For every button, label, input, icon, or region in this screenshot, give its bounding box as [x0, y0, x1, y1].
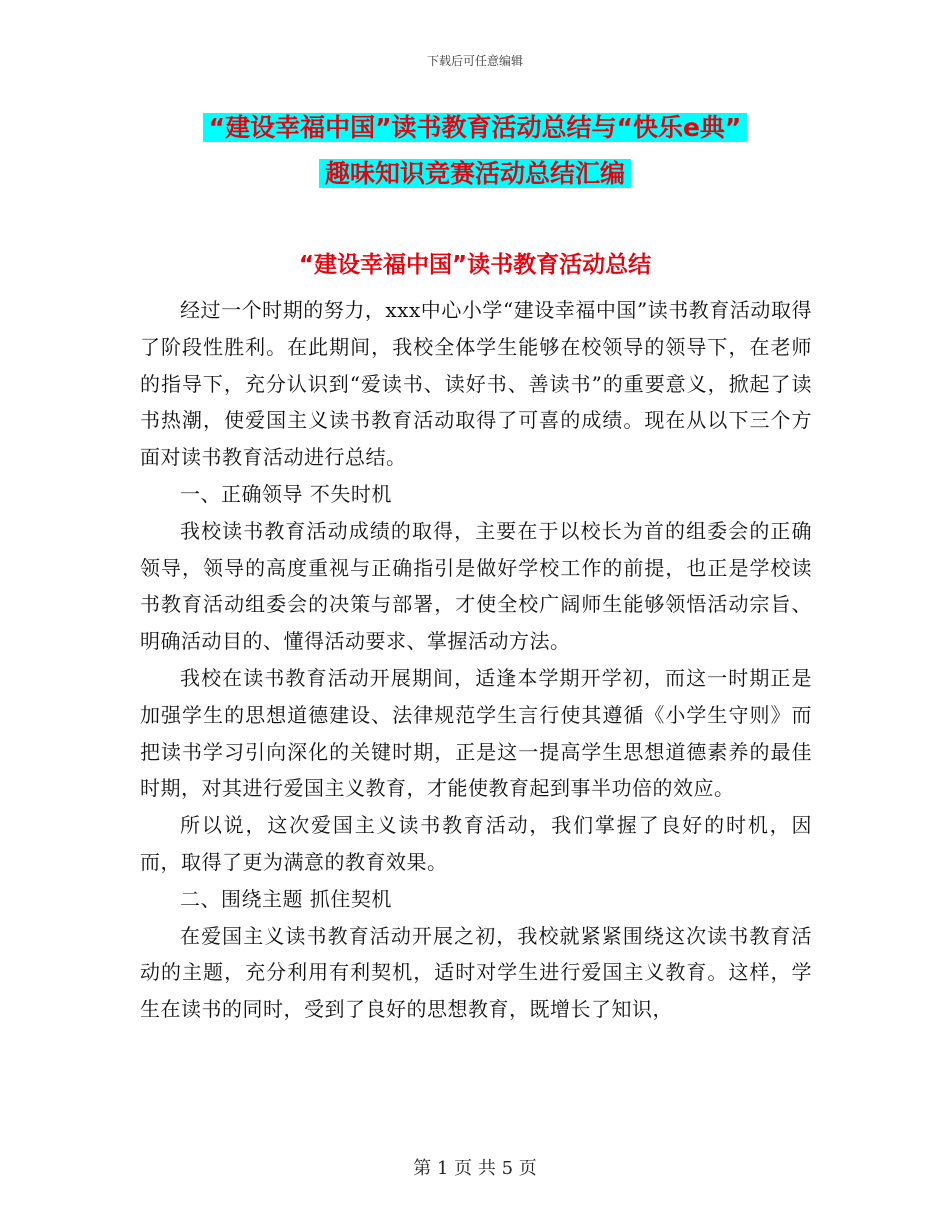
document-title-line-1-text: “建设幸福中国”读书教育活动总结与“快乐e典”: [203, 113, 748, 142]
document-title-line-2-text: 趣味知识竞赛活动总结汇编: [319, 159, 631, 188]
document-title-line-1: [0, 110, 950, 146]
document-title-line-2: [0, 156, 950, 192]
paragraph: 所以说，这次爱国主义读书教育活动，我们掌握了良好的时机，因而，取得了更为满意的教育效果。: [140, 813, 812, 874]
paragraph-intro: 经过一个时期的努力，xxx中心小学“建设幸福中国”读书教育活动取得了阶段性胜利。在此期间，我校全体学生能够在校领导的领导下，在老师的指导下，充分认识到“爱读书、读好书、善读书”的重要意义，掀起了读书热潮，使爱国主义读书教育活动取得了可喜的成绩。现在从以下三个方面对读书教育活动进行总结。: [140, 298, 812, 470]
section-title: “建设幸福中国”读书教育活动总结: [298, 252, 652, 278]
paragraph: 我校在读书教育活动开展期间，适逢本学期开学初，而这一时期正是加强学生的思想道德建设、法律规范学生言行使其遵循《小学生守则》而把读书学习引向深化的关键时期，正是这一提高学生思想道德素养的最佳时期，对其进行爱国主义教育，才能使教育起到事半功倍的效应。: [140, 665, 812, 801]
heading-section-2: 二、围绕主题 抓住契机: [180, 886, 392, 911]
document-body: [140, 292, 812, 1028]
heading-section-1: 一、正确领导 不失时机: [180, 481, 392, 506]
paragraph: 在爱国主义读书教育活动开展之初，我校就紧紧围绕这次读书教育活动的主题，充分利用有利契机，适时对学生进行爱国主义教育。这样，学生在读书的同时，受到了良好的思想教育，既增长了知识，: [140, 923, 812, 1022]
page-number-footer: 第 1 页 共 5 页: [413, 1158, 537, 1179]
header-note: 下载后可任意编辑: [426, 54, 523, 68]
paragraph: 我校读书教育活动成绩的取得，主要在于以校长为首的组委会的正确领导，领导的高度重视与正确指引是做好学校工作的前提，也正是学校读书教育活动组委会的决策与部署，才使全校广阔师生能够领悟活动宗旨、明确活动目的、懂得活动要求、掌握活动方法。: [140, 518, 812, 654]
